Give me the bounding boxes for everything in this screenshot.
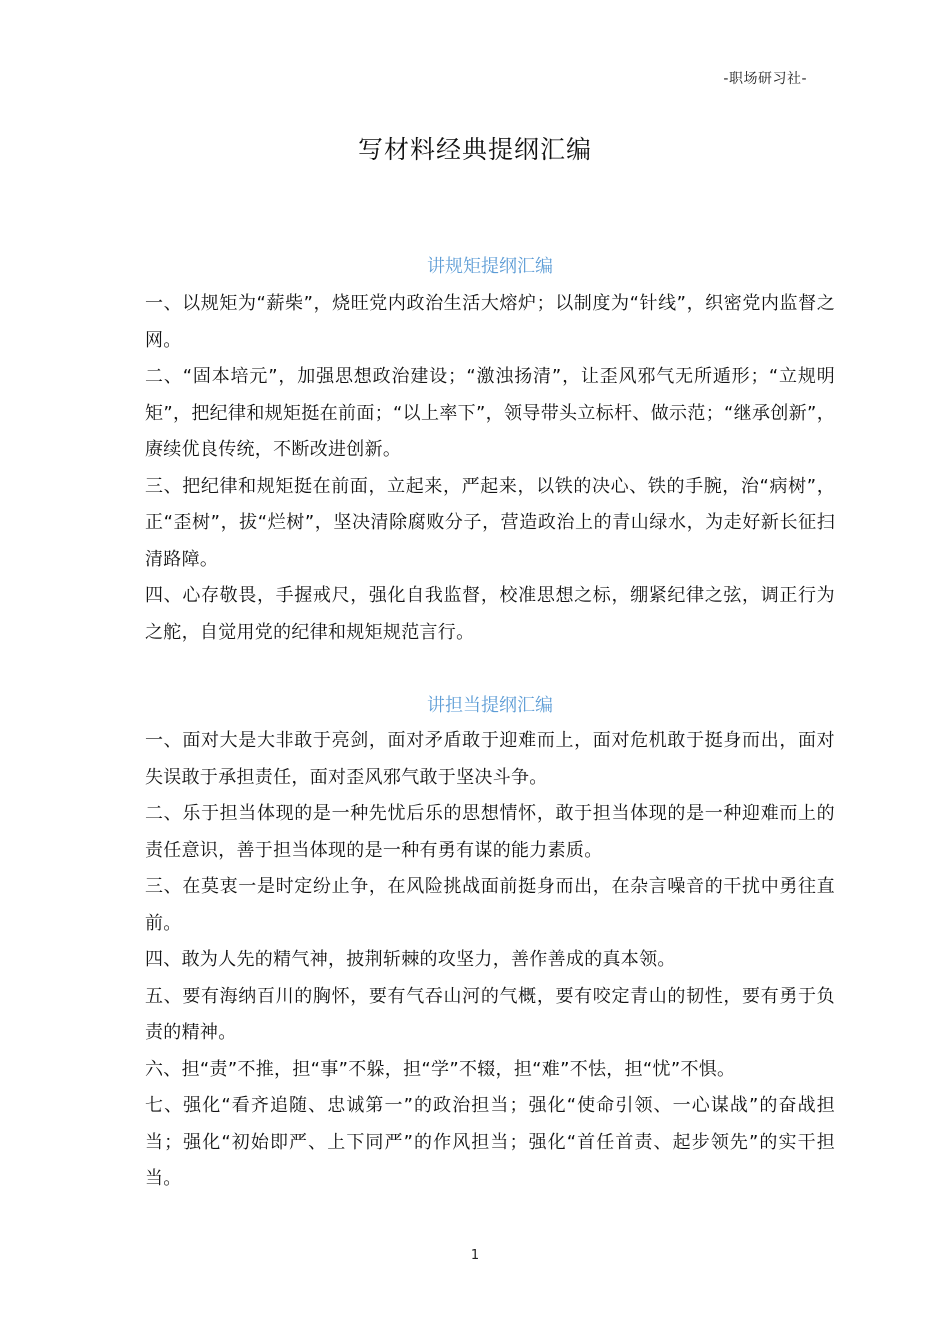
outline-item: 五、要有海纳百川的胸怀，要有气吞山河的气概，要有咬定青山的韧性，要有勇于负责的精神。 <box>145 985 835 1043</box>
outline-item: 二、“固本培元”，加强思想政治建设；“激浊扬清”，让歪风邪气无所遁形；“立规明矩”，把纪律和规矩挺在前面；“以上率下”，领导带头立标杆、做示范；“继承创新”，赓续优良传统，不断改进创新。 <box>145 366 835 460</box>
outline-item: 三、把纪律和规矩挺在前面，立起来，严起来，以铁的决心、铁的手腕，治“病树”，正“歪树”，拔“烂树”，坚决清除腐败分子，营造政治上的青山绿水，为走好新长征扫清路障。 <box>145 475 835 570</box>
outline-item: 四、敢为人先的精气神，披荆斩棘的攻坚力，善作善成的真本领。 <box>145 949 676 970</box>
section-responsibility <box>145 691 835 1198</box>
section-heading: 讲规矩提纲汇编 <box>427 256 553 277</box>
outline-item: 三、在莫衷一是时定纷止争，在风险挑战面前挺身而出，在杂言噪音的干扰中勇往直前。 <box>145 876 835 934</box>
outline-item: 四、心存敬畏，手握戒尺，强化自我监督，校准思想之标，绷紧纪律之弦，调正行为之舵，自觉用党的纪律和规矩规范言行。 <box>145 585 835 643</box>
header-watermark-text: -职场研习社- <box>723 71 807 87</box>
document-title: 写材料经典提纲汇编 <box>357 135 592 164</box>
page-number: 1 <box>470 1248 480 1263</box>
outline-item: 二、乐于担当体现的是一种先忧后乐的思想情怀，敢于担当体现的是一种迎难而上的责任意识，善于担当体现的是一种有勇有谋的能力素质。 <box>145 803 835 861</box>
section-heading: 讲担当提纲汇编 <box>427 695 553 716</box>
section-rules <box>145 252 835 651</box>
outline-item: 一、以规矩为“薪柴”，烧旺党内政治生活大熔炉；以制度为“针线”，织密党内监督之网。 <box>145 293 835 351</box>
outline-item: 七、强化“看齐追随、忠诚第一”的政治担当；强化“使命引领、一心谋战”的奋战担当；强化“初始即严、上下同严”的作风担当；强化“首任首责、起步领先”的实干担当。 <box>145 1095 835 1189</box>
outline-item: 一、面对大是大非敢于亮剑，面对矛盾敢于迎难而上，面对危机敢于挺身而出，面对失误敢于承担责任，面对歪风邪气敢于坚决斗争。 <box>145 730 835 788</box>
outline-item: 六、担“责”不推，担“事”不躲，担“学”不辍，担“难”不怯，担“忧”不惧。 <box>145 1058 736 1080</box>
